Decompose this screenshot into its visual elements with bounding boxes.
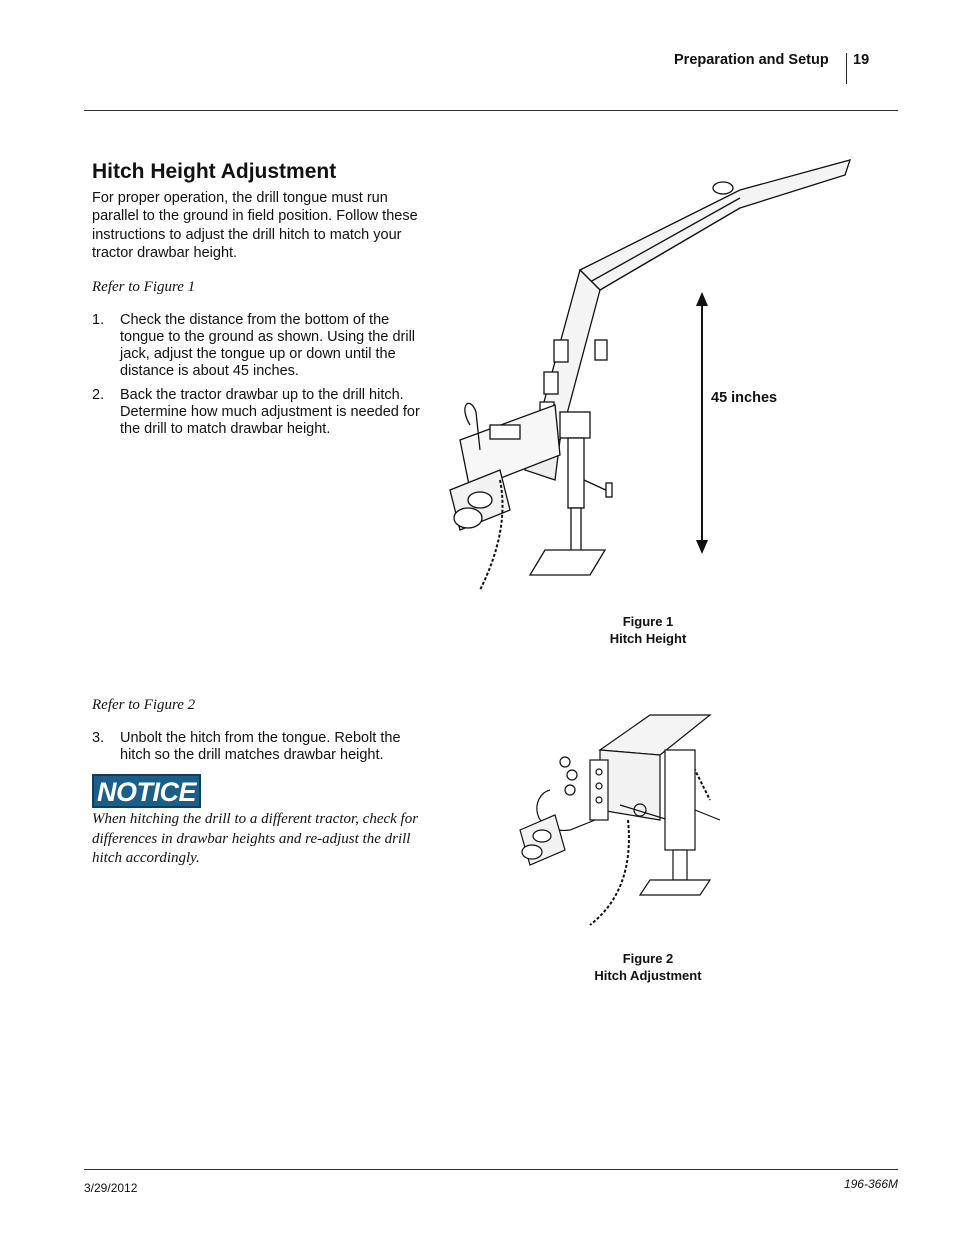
figure-1-title: Hitch Height: [609, 631, 687, 646]
footer-document-number: 196-366M: [843, 1177, 898, 1191]
hitch-adjustment-illustration: [510, 710, 770, 940]
step-number: 1.: [92, 312, 105, 328]
steps-list-1: [92, 312, 432, 445]
top-rule: [84, 110, 898, 111]
header-section-title: Preparation and Setup: [674, 52, 829, 68]
list-item: [92, 312, 432, 380]
dimension-label: 45 inches: [711, 390, 778, 406]
step-text: Back the tractor drawbar up to the drill hitch. Determine how much adjustment is needed for the drill to match drawbar height.: [120, 387, 420, 437]
figure-1-caption: [518, 613, 778, 647]
notice-text: When hitching the drill to a different tractor, check for differences in drawbar heights and re-adjust the drill hitch accordingly.: [92, 811, 419, 867]
list-item: [92, 387, 432, 438]
header-separator: [846, 53, 847, 84]
figure-2-caption: [518, 950, 778, 984]
hitch-height-illustration: [440, 150, 860, 600]
steps-list-2: [92, 730, 432, 771]
figure-1-number: Figure 1: [622, 614, 674, 629]
list-item: [92, 730, 432, 764]
step-number: 2.: [92, 387, 105, 403]
page-number: 19: [853, 52, 870, 68]
bottom-rule: [84, 1169, 898, 1170]
figure-2-reference: Refer to Figure 2: [92, 697, 196, 713]
intro-paragraph: For proper operation, the drill tongue must run parallel to the ground in field position. Follow these instructions to adjust the drill hitch to match your tractor drawbar height.: [92, 190, 418, 262]
figure-1-reference: Refer to Figure 1: [92, 279, 196, 295]
step-text: Check the distance from the bottom of the tongue to the ground as shown. Using the drill jack, adjust the tongue up or down until the distance is about 45 inches.: [120, 312, 416, 379]
page-title: Hitch Height Adjustment: [92, 160, 337, 183]
figure-2-number: Figure 2: [622, 951, 674, 966]
dimension-arrow: [690, 292, 714, 554]
notice-badge: [92, 774, 201, 808]
footer-date: 3/29/2012: [84, 1181, 138, 1195]
notice-label: NOTICE: [96, 777, 196, 807]
step-number: 3.: [92, 730, 105, 746]
step-text: Unbolt the hitch from the tongue. Rebolt the hitch so the drill matches drawbar height.: [120, 730, 401, 763]
figure-2-title: Hitch Adjustment: [594, 968, 702, 983]
